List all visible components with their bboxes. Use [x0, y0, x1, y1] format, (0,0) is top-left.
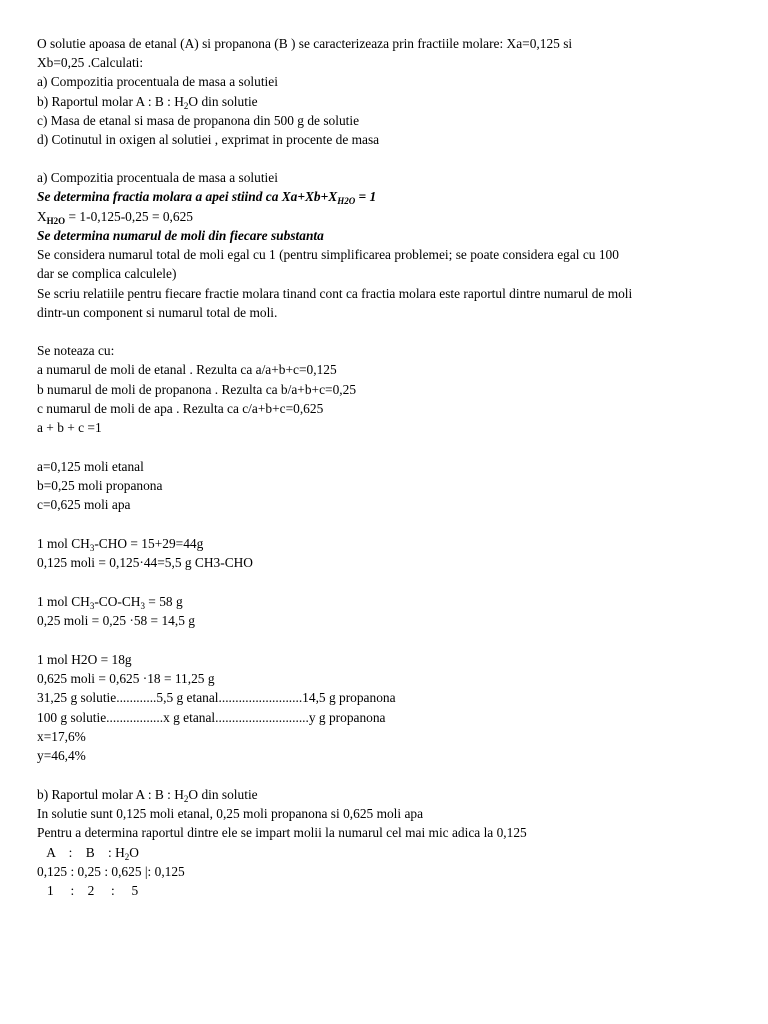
water-molar-mass: 1 mol H2O = 18g	[37, 652, 132, 667]
step2-text: dar se complica calculele)	[37, 266, 177, 281]
task-a: a) Compozitia procentuala de masa a solutiei	[37, 74, 278, 89]
sum-equation: a + b + c =1	[37, 420, 102, 435]
result-line: a=0,125 moli etanal	[37, 459, 144, 474]
ratio-values: 0,125 : 0,25 : 0,625 |: 0,125	[37, 864, 185, 879]
proportion-line: 31,25 g solutie............5,5 g etanal.........................14,5 g propanona	[37, 690, 396, 705]
notation-line: b numarul de moli de propanona . Rezulta ca b/a+b+c=0,25	[37, 382, 357, 397]
step2-text: Se scriu relatiile pentru fiecare fractie molara tinand cont ca fractia molara este raportul dintre numarul de moli	[37, 286, 633, 301]
section-b-text: In solutie sunt 0,125 moli etanal, 0,25 moli propanona si 0,625 moli apa	[37, 806, 424, 821]
task-c: c) Masa de etanal si masa de propanona din 500 g de solutie	[37, 113, 360, 128]
result-y: y=46,4%	[37, 748, 86, 763]
step2-text: Se considera numarul total de moli egal cu 1 (pentru simplificarea problemei; se poate considera egal cu 100	[37, 247, 619, 262]
task-b: b) Raportul molar A : B : $H_2O$ din solutie	[37, 94, 258, 111]
notation-line: a numarul de moli de etanal . Rezulta ca a/a+b+c=0,125	[37, 362, 337, 377]
ratio-header: A : B : $H_2O$	[37, 845, 139, 862]
section-b-text: Pentru a determina raportul dintre ele se impart molii la numarul cel mai mic adica la 0,125	[37, 825, 527, 840]
water-fraction: $X_{H2O} = 1-0,125-0,25 = 0,625$	[37, 209, 193, 226]
ratio-result: 1 : 2 : 5	[37, 883, 139, 898]
task-d: d) Cotinutul in oxigen al solutiei , exprimat in procente de masa	[37, 132, 380, 147]
result-line: c=0,625 moli apa	[37, 497, 131, 512]
etanal-mass: 0,125 moli = 0,125·44=5,5 g CH3-CHO	[37, 555, 253, 570]
etanal-molar-mass: 1 mol $CH_3$-CHO = 15+29=44g	[37, 536, 204, 553]
notation-title: Se noteaza cu:	[37, 343, 115, 358]
result-line: b=0,25 moli propanona	[37, 478, 163, 493]
step1-title: Se determina fractia molara a apei stiind ca $Xa+Xb+X_{H2O} = 1$	[37, 189, 377, 206]
step2-title: Se determina numarul de moli din fiecare substanta	[37, 228, 324, 243]
propanona-mass: 0,25 moli = 0,25 ·58 = 14,5 g	[37, 613, 195, 628]
notation-line: c numarul de moli de apa . Rezulta ca c/a+b+c=0,625	[37, 401, 324, 416]
proportion-line: 100 g solutie.................x g etanal............................y g propanona	[37, 710, 386, 725]
water-mass: 0,625 moli = 0,625 ·18 = 11,25 g	[37, 671, 215, 686]
step2-text: dintr-un component si numarul total de moli.	[37, 305, 278, 320]
propanona-molar-mass: 1 mol $CH_3-CO-CH_3 = 58$ g	[37, 594, 183, 611]
section-b-heading: b) Raportul molar A : B : $H_2O$ din solutie	[37, 787, 258, 804]
section-a-heading: a) Compozitia procentuala de masa a solutiei	[37, 170, 278, 185]
result-x: x=17,6%	[37, 729, 86, 744]
problem-statement-cont: Xb=0,25 .Calculati:	[37, 55, 144, 70]
problem-statement: O solutie apoasa de etanal (A) si propanona (B ) se caracterizeaza prin fractiile molare: Xa=0,125 si	[37, 36, 573, 51]
